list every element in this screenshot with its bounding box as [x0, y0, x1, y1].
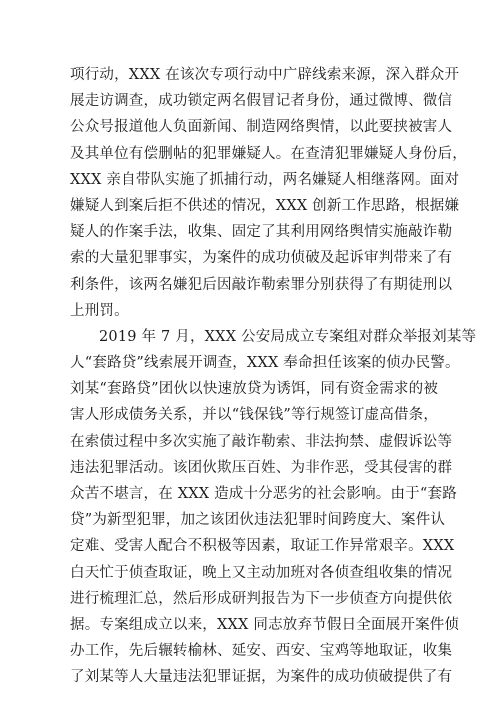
paragraph-line: 索的大量犯罪事实，为案件的成功侦破及起诉审判带来了有: [70, 250, 453, 267]
paragraph-line: 项行动，XXX 在该次专项行动中广辟线索来源，深入群众开: [70, 67, 460, 83]
paragraph-line: XXX 亲自带队实施了抓捕行动，两名嫌疑人相继落网。面对: [70, 171, 460, 188]
paragraph-line: 人“套路贷”线索展开调查，XXX 奉命担任该案的侦办民警。: [70, 355, 460, 372]
document-body: [70, 62, 477, 691]
paragraph-line: 公众号报道他人负面新闻、制造网络舆情，以此要挟被害人: [70, 119, 453, 136]
paragraph-line: 及其单位有偿删帖的犯罪嫌疑人。在查清犯罪嫌疑人身份后，: [70, 145, 467, 162]
paragraph-line: 上刑罚。: [70, 302, 129, 319]
paragraph-line: 办工作，先后辗转榆林、延安、西安、宝鸡等地取证，收集: [70, 643, 453, 660]
paragraph-line: 据。专案组成立以来，XXX 同志放弃节假日全面展开案件侦: [70, 616, 460, 633]
paragraph-line: 疑人的作案手法，收集、固定了其利用网络舆情实施敲诈勒: [70, 224, 453, 241]
paragraph-2: [70, 324, 477, 691]
paragraph-1: [70, 62, 467, 324]
paragraph-line: 害人形成债务关系，并以“钱保钱”等行规签订虚高借条，: [70, 407, 439, 424]
paragraph-line: 展走访调查，成功锁定两名假冒记者身份，通过微博、微信: [70, 93, 453, 110]
paragraph-line: 贷”为新型犯罪，加之该团伙违法犯罪时间跨度大、案件认: [70, 512, 446, 529]
paragraph-line: 在索债过程中多次实施了敲诈勒索、非法拘禁、虚假诉讼等: [70, 433, 453, 450]
paragraph-line: 2019 年 7 月，XXX 公安局成立专案组对群众举报刘某等: [99, 328, 477, 345]
paragraph-line: 白天忙于侦查取证，晚上又主动加班对各侦查组收集的情况: [70, 564, 453, 581]
paragraph-line: 嫌疑人到案后拒不供述的情况，XXX 创新工作思路，根据嫌: [70, 197, 460, 214]
paragraph-line: 进行梳理汇总，然后形成研判报告为下一步侦查方向提供依: [70, 590, 453, 607]
paragraph-line: 违法犯罪活动。该团伙欺压百姓、为非作恶，受其侵害的群: [70, 459, 453, 476]
paragraph-line: 利条件，该两名嫌犯后因敲诈勒索罪分别获得了有期徒刑以: [70, 276, 453, 293]
paragraph-line: 定难、受害人配合不积极等因素，取证工作异常艰辛。XXX: [70, 538, 455, 555]
paragraph-line: 众苦不堪言，在 XXX 造成十分恶劣的社会影响。由于“套路: [70, 486, 457, 502]
paragraph-line: 刘某“套路贷”团伙以快速放贷为诱饵，同有资金需求的被: [70, 381, 439, 398]
paragraph-line: 了刘某等人大量违法犯罪证据，为案件的成功侦破提供了有: [70, 669, 453, 686]
